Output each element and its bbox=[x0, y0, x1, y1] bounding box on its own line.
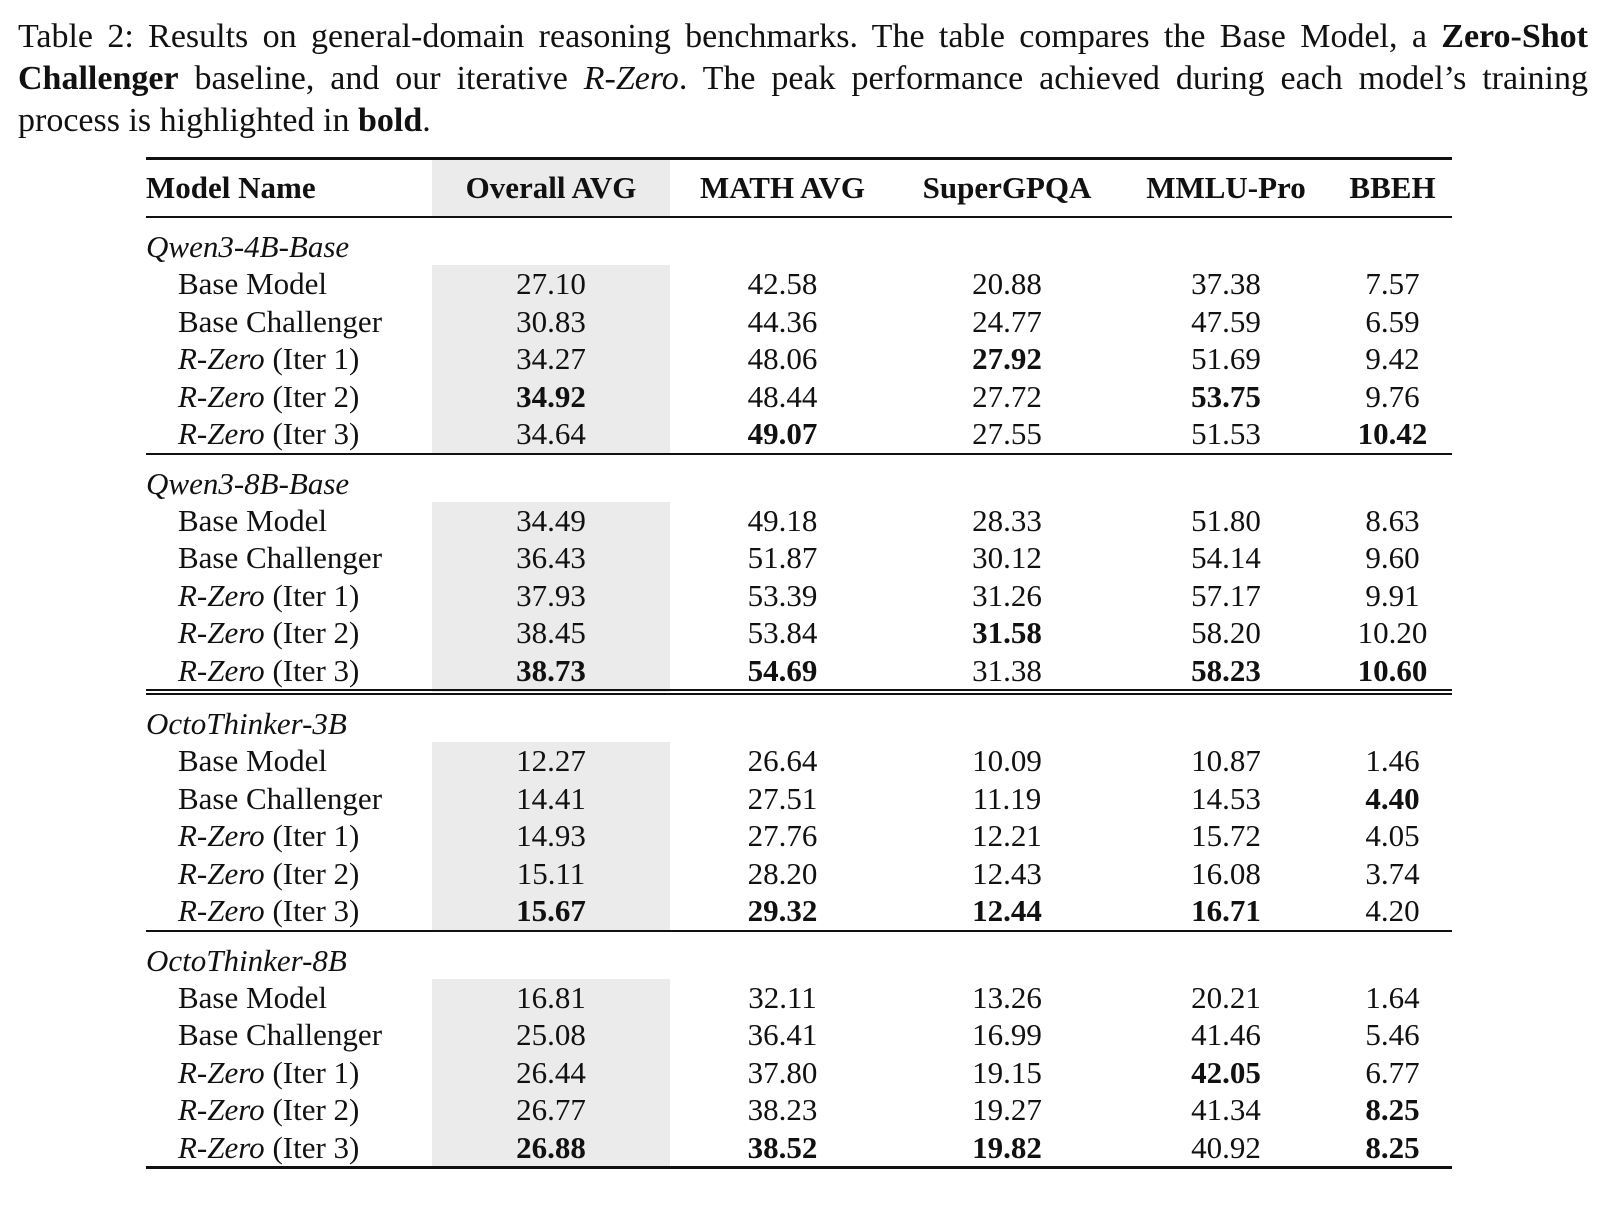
header-overall-avg: Overall AVG bbox=[432, 159, 670, 218]
row-model-name bbox=[146, 1016, 432, 1054]
metric-cell-math-avg: 53.84 bbox=[747, 615, 818, 651]
metric-cell-mmlu-pro: 54.14 bbox=[1191, 540, 1261, 576]
metric-cell-math-avg: 48.06 bbox=[747, 341, 818, 377]
table-row bbox=[146, 892, 1452, 931]
table-row bbox=[146, 1054, 1452, 1092]
metric-cell-supergpqa: 28.33 bbox=[972, 502, 1042, 538]
metric-cell-supergpqa: 24.77 bbox=[972, 303, 1042, 339]
metric-cell-math-avg: 44.36 bbox=[747, 303, 818, 339]
metric-cell-overall-avg: 30.83 bbox=[432, 303, 670, 341]
metric-cell-math-avg: 37.80 bbox=[747, 1054, 818, 1090]
metric-cell-bbeh: 4.20 bbox=[1333, 892, 1452, 931]
caption-text-1: Results on general-domain reasoning benchmarks. The table compares the Base Model, a bbox=[133, 18, 1442, 55]
metric-cell-math-avg: 26.64 bbox=[747, 743, 818, 779]
row-method-prefix: R-Zero bbox=[178, 1129, 265, 1165]
metric-cell-overall-avg: 14.93 bbox=[432, 817, 670, 855]
group-name: Qwen3-8B-Base bbox=[146, 465, 350, 501]
group-empty-cell bbox=[895, 217, 1119, 265]
row-method-prefix: R-Zero bbox=[178, 818, 265, 854]
metric-cell-mmlu-pro: 47.59 bbox=[1191, 303, 1261, 339]
metric-cell-bbeh: 5.46 bbox=[1365, 1017, 1420, 1053]
metric-cell-math-avg: 38.52 bbox=[670, 1129, 895, 1168]
metric-cell-bbeh: 9.60 bbox=[1365, 540, 1420, 576]
group-empty-cell bbox=[670, 931, 895, 979]
row-model-name bbox=[146, 415, 432, 454]
metric-cell-bbeh: 6.77 bbox=[1365, 1054, 1420, 1090]
table-row bbox=[146, 265, 1452, 303]
metric-cell-overall-avg: 34.27 bbox=[432, 340, 670, 378]
metric-cell-bbeh: 7.57 bbox=[1365, 266, 1420, 302]
group-shade-cell bbox=[432, 454, 670, 502]
group-header-row bbox=[146, 931, 1452, 979]
metric-cell-mmlu-pro: 51.53 bbox=[1119, 415, 1333, 454]
row-method-prefix: R-Zero bbox=[178, 378, 265, 414]
metric-cell-mmlu-pro: 53.75 bbox=[1191, 378, 1261, 414]
row-model-name bbox=[146, 652, 432, 693]
row-label: (Iter 2) bbox=[264, 855, 360, 891]
metric-cell-mmlu-pro: 20.21 bbox=[1191, 979, 1261, 1015]
metric-cell-mmlu-pro: 51.69 bbox=[1191, 341, 1261, 377]
row-model-name bbox=[146, 742, 432, 780]
metric-cell-supergpqa: 11.19 bbox=[972, 780, 1042, 816]
row-label: (Iter 3) bbox=[264, 652, 360, 688]
metric-cell-supergpqa: 19.27 bbox=[972, 1092, 1042, 1128]
metric-cell-math-avg: 32.11 bbox=[748, 979, 817, 1015]
metric-cell-math-avg: 36.41 bbox=[747, 1017, 818, 1053]
row-model-name bbox=[146, 892, 432, 931]
row-label: (Iter 2) bbox=[264, 1092, 360, 1128]
table-header-row bbox=[146, 159, 1452, 218]
metric-cell-supergpqa: 31.58 bbox=[972, 615, 1042, 651]
metric-cell-overall-avg: 26.88 bbox=[432, 1129, 670, 1168]
row-label: Base Challenger bbox=[178, 780, 383, 816]
caption-text-3: . The peak performance achieved during each model’s training process is highlighted in bbox=[18, 60, 1588, 139]
metric-cell-math-avg: 48.44 bbox=[747, 378, 818, 414]
metric-cell-supergpqa: 27.55 bbox=[895, 415, 1119, 454]
table-row bbox=[146, 817, 1452, 855]
metric-cell-supergpqa: 27.72 bbox=[972, 378, 1042, 414]
row-model-name bbox=[146, 378, 432, 416]
metric-cell-overall-avg: 34.92 bbox=[432, 378, 670, 416]
table-caption bbox=[18, 16, 1588, 142]
header-mmlu-pro: MMLU-Pro bbox=[1146, 170, 1306, 205]
row-label: Base Model bbox=[178, 979, 327, 1015]
row-label: Base Challenger bbox=[178, 303, 383, 339]
table-row bbox=[146, 742, 1452, 780]
metric-cell-math-avg: 28.20 bbox=[747, 855, 818, 891]
metric-cell-mmlu-pro: 40.92 bbox=[1119, 1129, 1333, 1168]
group-shade-cell bbox=[432, 692, 670, 742]
header-model-name: Model Name bbox=[146, 170, 316, 205]
metric-cell-overall-avg: 34.64 bbox=[432, 415, 670, 454]
caption-text-2: baseline, and our iterative bbox=[178, 60, 584, 97]
metric-cell-overall-avg: 38.73 bbox=[432, 652, 670, 693]
table-row bbox=[146, 539, 1452, 577]
metric-cell-mmlu-pro: 58.20 bbox=[1191, 615, 1261, 651]
group-empty-cell bbox=[1119, 454, 1333, 502]
metric-cell-mmlu-pro: 14.53 bbox=[1191, 780, 1261, 816]
metric-cell-overall-avg: 14.41 bbox=[432, 780, 670, 818]
caption-label: Table 2: bbox=[18, 18, 134, 55]
metric-cell-supergpqa: 12.21 bbox=[972, 818, 1042, 854]
table-row bbox=[146, 1091, 1452, 1129]
header-bbeh: BBEH bbox=[1349, 170, 1436, 205]
row-model-name bbox=[146, 265, 432, 303]
metric-cell-overall-avg: 38.45 bbox=[432, 614, 670, 652]
metric-cell-supergpqa: 12.44 bbox=[895, 892, 1119, 931]
row-method-prefix: R-Zero bbox=[178, 893, 265, 929]
metric-cell-overall-avg: 26.44 bbox=[432, 1054, 670, 1092]
metric-cell-supergpqa: 27.92 bbox=[972, 341, 1042, 377]
metric-cell-overall-avg: 26.77 bbox=[432, 1091, 670, 1129]
group-empty-cell bbox=[1333, 931, 1452, 979]
row-label: (Iter 1) bbox=[264, 577, 360, 613]
table-row bbox=[146, 652, 1452, 693]
metric-cell-overall-avg: 27.10 bbox=[432, 265, 670, 303]
metric-cell-mmlu-pro: 41.34 bbox=[1191, 1092, 1261, 1128]
metric-cell-mmlu-pro: 15.72 bbox=[1191, 818, 1261, 854]
row-model-name bbox=[146, 979, 432, 1017]
metric-cell-mmlu-pro: 16.71 bbox=[1119, 892, 1333, 931]
metric-cell-mmlu-pro: 57.17 bbox=[1191, 577, 1261, 613]
metric-cell-bbeh: 10.42 bbox=[1333, 415, 1452, 454]
row-method-prefix: R-Zero bbox=[178, 341, 265, 377]
table-row bbox=[146, 577, 1452, 615]
group-empty-cell bbox=[670, 692, 895, 742]
table-row bbox=[146, 303, 1452, 341]
caption-bold-2: bold bbox=[357, 102, 423, 139]
metric-cell-overall-avg: 15.67 bbox=[432, 892, 670, 931]
metric-cell-overall-avg: 25.08 bbox=[432, 1016, 670, 1054]
metric-cell-bbeh: 9.76 bbox=[1365, 378, 1420, 414]
group-shade-cell bbox=[432, 217, 670, 265]
row-model-name bbox=[146, 340, 432, 378]
metric-cell-overall-avg: 34.49 bbox=[432, 502, 670, 540]
metric-cell-bbeh: 9.42 bbox=[1365, 341, 1420, 377]
metric-cell-overall-avg: 36.43 bbox=[432, 539, 670, 577]
row-method-prefix: R-Zero bbox=[178, 1054, 265, 1090]
table-row bbox=[146, 855, 1452, 893]
metric-cell-math-avg: 38.23 bbox=[747, 1092, 818, 1128]
row-label: Base Model bbox=[178, 743, 327, 779]
header-math-avg: MATH AVG bbox=[699, 170, 866, 205]
metric-cell-supergpqa: 20.88 bbox=[972, 266, 1042, 302]
metric-cell-bbeh: 8.25 bbox=[1333, 1129, 1452, 1168]
metric-cell-math-avg: 27.51 bbox=[747, 780, 818, 816]
row-model-name bbox=[146, 855, 432, 893]
group-header-row bbox=[146, 454, 1452, 502]
metric-cell-supergpqa: 13.26 bbox=[972, 979, 1042, 1015]
metric-cell-bbeh: 1.46 bbox=[1365, 743, 1420, 779]
caption-italic-1: R-Zero bbox=[583, 60, 679, 97]
group-empty-cell bbox=[895, 931, 1119, 979]
table-row bbox=[146, 378, 1452, 416]
row-label: Base Model bbox=[178, 266, 327, 302]
metric-cell-mmlu-pro: 16.08 bbox=[1191, 855, 1261, 891]
row-method-prefix: R-Zero bbox=[178, 652, 265, 688]
metric-cell-mmlu-pro: 51.80 bbox=[1191, 502, 1261, 538]
metric-cell-supergpqa: 31.26 bbox=[972, 577, 1042, 613]
metric-cell-supergpqa: 30.12 bbox=[972, 540, 1042, 576]
group-shade-cell bbox=[432, 931, 670, 979]
row-model-name bbox=[146, 780, 432, 818]
row-model-name bbox=[146, 539, 432, 577]
metric-cell-math-avg: 53.39 bbox=[747, 577, 818, 613]
metric-cell-supergpqa: 12.43 bbox=[972, 855, 1042, 891]
table-row bbox=[146, 340, 1452, 378]
metric-cell-bbeh: 10.60 bbox=[1333, 652, 1452, 693]
row-label: (Iter 3) bbox=[264, 1129, 360, 1165]
header-supergpqa: SuperGPQA bbox=[922, 170, 1092, 205]
row-method-prefix: R-Zero bbox=[178, 855, 265, 891]
group-empty-cell bbox=[1119, 931, 1333, 979]
row-label: (Iter 1) bbox=[264, 341, 360, 377]
metric-cell-bbeh: 8.63 bbox=[1365, 502, 1420, 538]
metric-cell-mmlu-pro: 41.46 bbox=[1191, 1017, 1261, 1053]
row-model-name bbox=[146, 303, 432, 341]
metric-cell-bbeh: 10.20 bbox=[1357, 615, 1428, 651]
metric-cell-math-avg: 27.76 bbox=[747, 818, 818, 854]
table-body bbox=[146, 217, 1452, 1168]
metric-cell-mmlu-pro: 42.05 bbox=[1191, 1054, 1261, 1090]
row-method-prefix: R-Zero bbox=[178, 1092, 265, 1128]
metric-cell-math-avg: 49.18 bbox=[747, 502, 818, 538]
row-method-prefix: R-Zero bbox=[178, 615, 265, 651]
group-name: OctoThinker-3B bbox=[146, 706, 347, 741]
group-name: Qwen3-4B-Base bbox=[146, 229, 350, 264]
metric-cell-mmlu-pro: 10.87 bbox=[1191, 743, 1261, 779]
row-model-name bbox=[146, 577, 432, 615]
group-empty-cell bbox=[670, 454, 895, 502]
group-empty-cell bbox=[1333, 217, 1452, 265]
metric-cell-math-avg: 49.07 bbox=[670, 415, 895, 454]
table-row bbox=[146, 614, 1452, 652]
metric-cell-bbeh: 8.25 bbox=[1365, 1092, 1420, 1128]
row-model-name bbox=[146, 1129, 432, 1168]
row-method-prefix: R-Zero bbox=[178, 416, 265, 452]
row-label: (Iter 1) bbox=[264, 818, 360, 854]
metric-cell-supergpqa: 16.99 bbox=[972, 1017, 1042, 1053]
row-model-name bbox=[146, 502, 432, 540]
group-empty-cell bbox=[670, 217, 895, 265]
group-header-row bbox=[146, 217, 1452, 265]
table-row bbox=[146, 415, 1452, 454]
table-row bbox=[146, 1129, 1452, 1168]
metric-cell-bbeh: 4.05 bbox=[1365, 818, 1420, 854]
results-table-wrapper bbox=[146, 157, 1452, 1169]
row-label: Base Challenger bbox=[178, 540, 383, 576]
metric-cell-supergpqa: 19.82 bbox=[895, 1129, 1119, 1168]
group-name: OctoThinker-8B bbox=[146, 942, 347, 978]
metric-cell-math-avg: 54.69 bbox=[670, 652, 895, 693]
metric-cell-math-avg: 42.58 bbox=[747, 266, 818, 302]
caption-text-4: . bbox=[422, 102, 431, 139]
metric-cell-supergpqa: 19.15 bbox=[972, 1054, 1042, 1090]
metric-cell-bbeh: 3.74 bbox=[1365, 855, 1420, 891]
row-method-prefix: R-Zero bbox=[178, 577, 265, 613]
metric-cell-bbeh: 9.91 bbox=[1365, 577, 1420, 613]
metric-cell-overall-avg: 12.27 bbox=[432, 742, 670, 780]
metric-cell-supergpqa: 31.38 bbox=[895, 652, 1119, 693]
metric-cell-overall-avg: 16.81 bbox=[432, 979, 670, 1017]
metric-cell-mmlu-pro: 58.23 bbox=[1119, 652, 1333, 693]
row-label: (Iter 2) bbox=[264, 615, 360, 651]
row-model-name bbox=[146, 1054, 432, 1092]
row-label: (Iter 1) bbox=[264, 1054, 360, 1090]
metric-cell-bbeh: 1.64 bbox=[1365, 979, 1420, 1015]
group-empty-cell bbox=[1333, 454, 1452, 502]
metric-cell-supergpqa: 10.09 bbox=[972, 743, 1042, 779]
row-model-name bbox=[146, 817, 432, 855]
row-model-name bbox=[146, 1091, 432, 1129]
metric-cell-math-avg: 51.87 bbox=[747, 540, 818, 576]
row-label: Base Model bbox=[178, 502, 327, 538]
row-label: (Iter 2) bbox=[264, 378, 360, 414]
row-label: (Iter 3) bbox=[264, 893, 360, 929]
row-label: Base Challenger bbox=[178, 1017, 383, 1053]
metric-cell-math-avg: 29.32 bbox=[670, 892, 895, 931]
metric-cell-overall-avg: 15.11 bbox=[432, 855, 670, 893]
table-row bbox=[146, 1016, 1452, 1054]
metric-cell-bbeh: 4.40 bbox=[1365, 780, 1420, 816]
metric-cell-overall-avg: 37.93 bbox=[432, 577, 670, 615]
table-row bbox=[146, 979, 1452, 1017]
metric-cell-mmlu-pro: 37.38 bbox=[1191, 266, 1261, 302]
metric-cell-bbeh: 6.59 bbox=[1365, 303, 1420, 339]
results-table bbox=[146, 157, 1452, 1169]
group-empty-cell bbox=[895, 454, 1119, 502]
group-empty-cell bbox=[1119, 692, 1333, 742]
caption-bold-1: Zero-Shot Challenger bbox=[18, 18, 1588, 97]
group-empty-cell bbox=[895, 692, 1119, 742]
group-empty-cell bbox=[1333, 692, 1452, 742]
row-model-name bbox=[146, 614, 432, 652]
group-empty-cell bbox=[1119, 217, 1333, 265]
group-header-row bbox=[146, 692, 1452, 742]
row-label: (Iter 3) bbox=[264, 416, 360, 452]
table-row bbox=[146, 502, 1452, 540]
table-row bbox=[146, 780, 1452, 818]
